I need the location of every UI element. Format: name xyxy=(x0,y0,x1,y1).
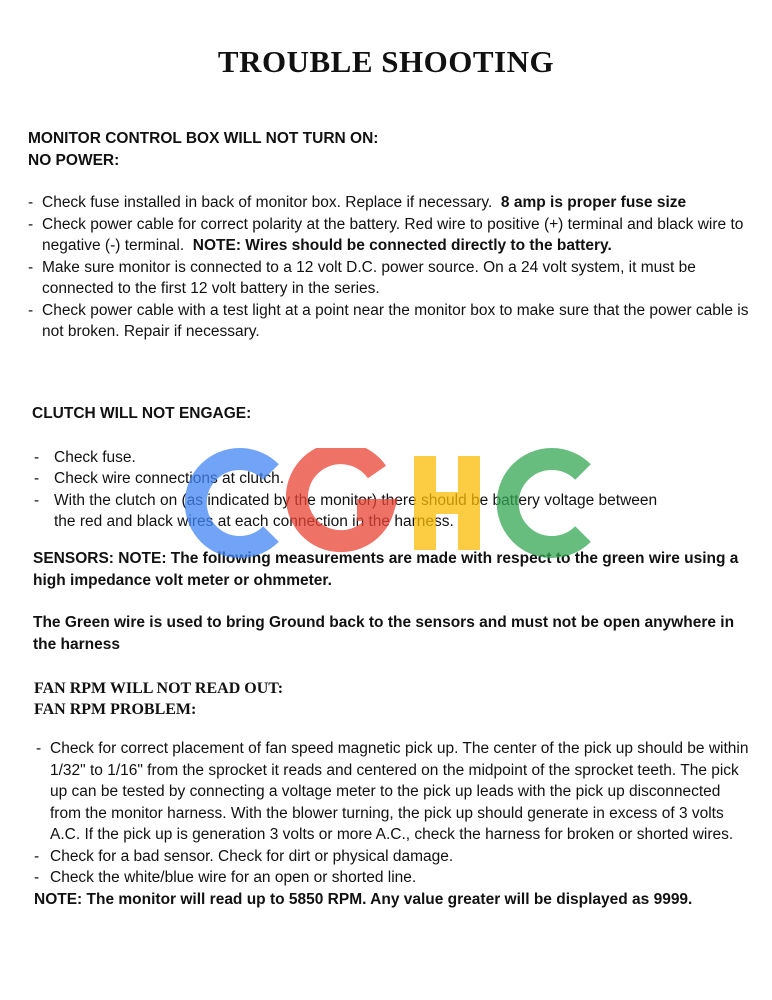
sensors-note: SENSORS: NOTE: The following measurements are made with respect to the green wire using a high impedance volt meter or ohmmeter. xyxy=(33,550,739,589)
list-item: - Check wire connections at clutch. xyxy=(34,470,285,487)
green-wire-note: The Green wire is used to bring Ground back to the sensors and must not be open anywhere in the harness xyxy=(33,614,735,653)
list-item: - Check the white/blue wire for an open or shorted line. xyxy=(34,869,417,886)
fan-problem-heading: FAN RPM PROBLEM: xyxy=(34,701,197,718)
monitor-section xyxy=(28,128,750,343)
list-item: - Check power cable with a test light at a point near the monitor box to make sure that the power cable is not broken. Repair if necessary. xyxy=(28,301,749,340)
fan-section xyxy=(34,738,752,910)
list-item: - Check fuse installed in back of monitor box. Replace if necessary. 8 amp is proper fuse size xyxy=(28,194,687,211)
list-item: - Make sure monitor is connected to a 12 volt D.C. power source. On a 24 volt system, it must be connected to the first 12 volt battery in the series. xyxy=(28,258,696,297)
list-item: - Check fuse. xyxy=(34,448,136,466)
no-power-heading: NO POWER: xyxy=(28,151,120,169)
list-item: - Check for a bad sensor. Check for dirt or physical damage. xyxy=(34,847,454,865)
sensors-section xyxy=(33,548,751,655)
page-title: TROUBLE SHOOTING xyxy=(217,44,555,79)
clutch-section xyxy=(32,403,732,533)
clutch-heading: CLUTCH WILL NOT ENGAGE: xyxy=(32,405,252,422)
list-item: - Check power cable for correct polarity at the battery. Red wire to positive (+) terminal and black wire to negative (-) terminal. NOTE: Wires should be connected directly to the battery. xyxy=(28,215,744,254)
list-item: - With the clutch on (as indicated by the monitor) there should be battery voltage between the red and black wires at each connection in the harness. xyxy=(34,491,658,530)
rpm-note: NOTE: The monitor will read up to 5850 RPM. Any value greater will be displayed as 9999. xyxy=(34,890,693,908)
monitor-heading: MONITOR CONTROL BOX WILL NOT TURN ON: xyxy=(28,130,379,147)
fan-heading: FAN RPM WILL NOT READ OUT: xyxy=(34,680,284,697)
list-item: - Check for correct placement of fan speed magnetic pick up. The center of the pick up should be within 1/32" to 1/16" from the sprocket it reads and centered on the midpoint of the sprocket teeth. The pick up can be tested by connecting a voltage meter to the pick up leads with the pick up disconnected from the monitor harness. With the blower turning, the pick up should generate in excess of 3 volts A.C. If the pick up is generation 3 volts or more A.C., check the harness for broken or shorted wires. xyxy=(36,740,749,843)
fan-headings xyxy=(34,678,734,720)
